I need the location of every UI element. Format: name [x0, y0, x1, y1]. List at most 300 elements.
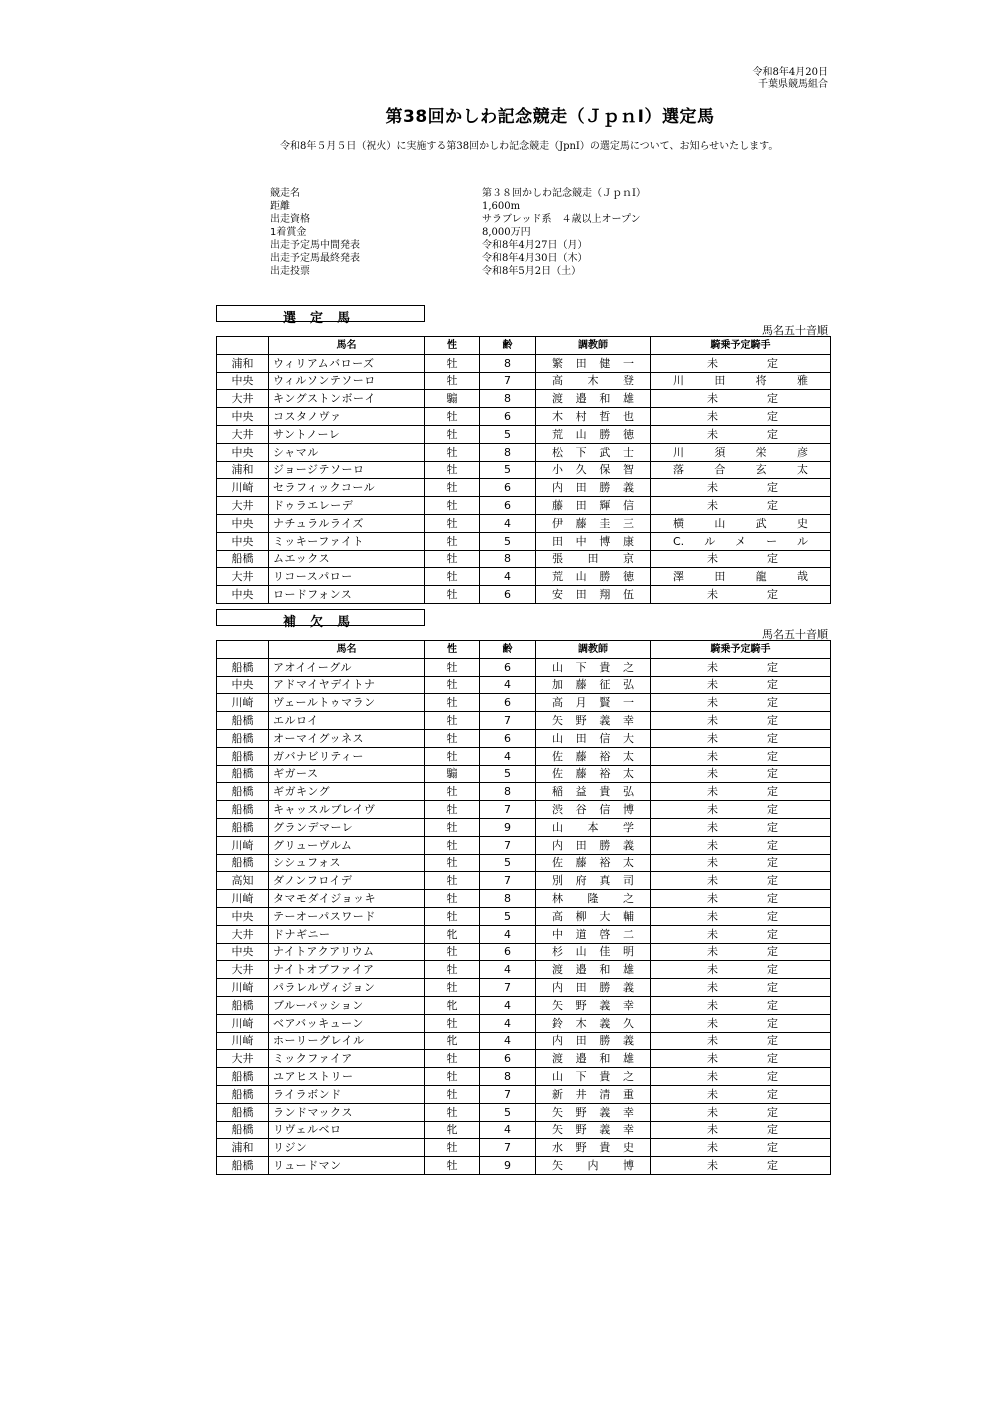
cell-sex: 牡: [425, 1068, 480, 1086]
cell-name: リコースパロー: [269, 568, 425, 586]
table-row: [217, 836, 831, 854]
cell-age: 8: [480, 443, 536, 461]
cell-name: リュードマン: [269, 1157, 425, 1175]
cell-trainer: 新井清重: [536, 1085, 651, 1103]
cell-jockey: 未定: [651, 1157, 831, 1175]
info-row: [270, 252, 720, 265]
cell-jockey: 未定: [651, 586, 831, 604]
cell-trainer: 田中博康: [536, 532, 651, 550]
cell-area: 中央: [217, 532, 269, 550]
cell-jockey: 未定: [651, 907, 831, 925]
info-value: 令和8年5月2日（土）: [482, 266, 582, 277]
table-row: [217, 532, 831, 550]
cell-name: グランデマーレ: [269, 818, 425, 836]
cell-trainer: 矢野義幸: [536, 1103, 651, 1121]
table-row: [217, 872, 831, 890]
table-row: [217, 854, 831, 872]
issuing-organization: 千葉県競馬組合: [758, 79, 828, 90]
cell-name: ミッキーファイト: [269, 532, 425, 550]
cell-area: 高知: [217, 872, 269, 890]
column-header-jockey: 騎乗予定騎手: [651, 641, 831, 659]
cell-area: 船橋: [217, 1085, 269, 1103]
cell-jockey: C.ルメール: [651, 532, 831, 550]
table-row: [217, 479, 831, 497]
info-row: [270, 213, 720, 226]
cell-trainer: 藤田輝信: [536, 497, 651, 515]
cell-area: 川崎: [217, 1032, 269, 1050]
cell-trainer: 山下貴之: [536, 658, 651, 676]
cell-sex: 牡: [425, 907, 480, 925]
info-value: 1,600m: [482, 201, 521, 212]
cell-sex: 牡: [425, 408, 480, 426]
cell-age: 8: [480, 354, 536, 372]
reserve-horses-table: [216, 640, 831, 1175]
cell-trainer: 山本学: [536, 818, 651, 836]
table-row: [217, 425, 831, 443]
cell-age: 7: [480, 872, 536, 890]
cell-age: 4: [480, 514, 536, 532]
reserve-heading: 補欠馬: [283, 615, 365, 630]
cell-area: 中央: [217, 676, 269, 694]
cell-trainer: 高柳大輔: [536, 907, 651, 925]
cell-area: 船橋: [217, 1068, 269, 1086]
cell-name: ムエックス: [269, 550, 425, 568]
cell-name: ブルーパッション: [269, 996, 425, 1014]
cell-jockey: 未定: [651, 1139, 831, 1157]
info-row: [270, 239, 720, 252]
cell-jockey: 未定: [651, 979, 831, 997]
info-label: 距離: [270, 201, 290, 212]
cell-trainer: 別府真司: [536, 872, 651, 890]
cell-sex: 牡: [425, 1085, 480, 1103]
cell-age: 5: [480, 907, 536, 925]
cell-trainer: 矢内博: [536, 1157, 651, 1175]
cell-age: 5: [480, 854, 536, 872]
cell-sex: 牡: [425, 658, 480, 676]
cell-name: キングストンボーイ: [269, 390, 425, 408]
cell-name: ギガキング: [269, 783, 425, 801]
cell-sex: 牝: [425, 996, 480, 1014]
cell-name: コスタノヴァ: [269, 408, 425, 426]
table-row: [217, 1032, 831, 1050]
cell-trainer: 矢野義幸: [536, 1121, 651, 1139]
cell-area: 中央: [217, 514, 269, 532]
info-label: 出走予定馬最終発表: [270, 253, 360, 264]
table-row: [217, 979, 831, 997]
table-row: [217, 925, 831, 943]
cell-jockey: 未定: [651, 550, 831, 568]
reserve-sort-note: 馬名五十音順: [762, 628, 828, 641]
cell-sex: 牡: [425, 747, 480, 765]
cell-area: 船橋: [217, 818, 269, 836]
cell-jockey: 川田将雅: [651, 372, 831, 390]
intro-text: 令和8年５月５日（祝火）に実施する第38回かしわ記念競走（JpnⅠ）の選定馬について、お知らせいたします。: [280, 141, 779, 152]
cell-sex: 牡: [425, 872, 480, 890]
cell-name: リジン: [269, 1139, 425, 1157]
column-header-name: 馬名: [269, 641, 425, 659]
cell-area: 中央: [217, 443, 269, 461]
cell-trainer: 林隆之: [536, 890, 651, 908]
cell-area: 中央: [217, 943, 269, 961]
cell-sex: 牡: [425, 443, 480, 461]
cell-age: 4: [480, 961, 536, 979]
cell-trainer: 加藤征弘: [536, 676, 651, 694]
cell-trainer: 山下貴之: [536, 1068, 651, 1086]
cell-sex: 牡: [425, 712, 480, 730]
table-row: [217, 961, 831, 979]
cell-sex: 牝: [425, 1032, 480, 1050]
cell-sex: 牡: [425, 979, 480, 997]
cell-jockey: 未定: [651, 925, 831, 943]
cell-trainer: 渡邉和雄: [536, 1050, 651, 1068]
cell-jockey: 未定: [651, 425, 831, 443]
table-row: [217, 658, 831, 676]
selected-sort-note: 馬名五十音順: [762, 324, 828, 337]
cell-trainer: 伊藤圭三: [536, 514, 651, 532]
cell-trainer: 小久保智: [536, 461, 651, 479]
cell-name: ナイトアクアリウム: [269, 943, 425, 961]
cell-trainer: 鈴木義久: [536, 1014, 651, 1032]
cell-jockey: 未定: [651, 479, 831, 497]
cell-age: 7: [480, 836, 536, 854]
cell-jockey: 未定: [651, 408, 831, 426]
cell-name: ギガース: [269, 765, 425, 783]
cell-age: 8: [480, 890, 536, 908]
column-header-trainer: 調教師: [536, 641, 651, 659]
cell-area: 浦和: [217, 461, 269, 479]
cell-trainer: 山田信大: [536, 729, 651, 747]
cell-jockey: 未定: [651, 818, 831, 836]
cell-jockey: 未定: [651, 1050, 831, 1068]
cell-sex: 牡: [425, 1139, 480, 1157]
cell-sex: 騸: [425, 765, 480, 783]
cell-name: ベアバッキューン: [269, 1014, 425, 1032]
cell-name: ドナギニー: [269, 925, 425, 943]
cell-name: アドマイヤデイトナ: [269, 676, 425, 694]
cell-jockey: 未定: [651, 1068, 831, 1086]
cell-area: 大井: [217, 925, 269, 943]
info-value: サラブレッド系 ４歳以上オープン: [482, 214, 641, 225]
cell-name: リヴェルベロ: [269, 1121, 425, 1139]
cell-age: 9: [480, 818, 536, 836]
cell-age: 6: [480, 479, 536, 497]
column-header-jockey: 騎乗予定騎手: [651, 337, 831, 355]
cell-name: ダノンフロイデ: [269, 872, 425, 890]
table-row: [217, 1085, 831, 1103]
info-value: 令和8年4月30日（木）: [482, 253, 588, 264]
table-row: [217, 943, 831, 961]
cell-sex: 牡: [425, 372, 480, 390]
cell-name: ユアヒストリー: [269, 1068, 425, 1086]
cell-sex: 牝: [425, 1121, 480, 1139]
cell-name: ガバナビリティー: [269, 747, 425, 765]
cell-area: 中央: [217, 907, 269, 925]
info-value: 令和8年4月27日（月）: [482, 240, 588, 251]
cell-sex: 牡: [425, 890, 480, 908]
cell-trainer: 荒山勝徳: [536, 425, 651, 443]
cell-sex: 牡: [425, 801, 480, 819]
cell-trainer: 渡邉和雄: [536, 961, 651, 979]
cell-age: 7: [480, 801, 536, 819]
cell-age: 6: [480, 1050, 536, 1068]
cell-age: 4: [480, 1014, 536, 1032]
cell-jockey: 未定: [651, 676, 831, 694]
cell-name: ウィリアムバローズ: [269, 354, 425, 372]
cell-name: ライラボンド: [269, 1085, 425, 1103]
table-row: [217, 1121, 831, 1139]
cell-age: 7: [480, 712, 536, 730]
cell-trainer: 矢野義幸: [536, 996, 651, 1014]
cell-name: ロードフォンス: [269, 586, 425, 604]
cell-sex: 騸: [425, 390, 480, 408]
cell-trainer: 繁田健一: [536, 354, 651, 372]
cell-age: 9: [480, 1157, 536, 1175]
cell-jockey: 未定: [651, 1103, 831, 1121]
column-header-name: 馬名: [269, 337, 425, 355]
info-row: [270, 265, 720, 278]
cell-name: ナチュラルライズ: [269, 514, 425, 532]
intro-paragraph: [270, 140, 790, 153]
cell-area: 浦和: [217, 1139, 269, 1157]
cell-jockey: 未定: [651, 996, 831, 1014]
table-row: [217, 765, 831, 783]
cell-name: グリューヴルム: [269, 836, 425, 854]
cell-trainer: 佐藤裕太: [536, 854, 651, 872]
cell-sex: 牡: [425, 836, 480, 854]
cell-jockey: 未定: [651, 658, 831, 676]
cell-jockey: 未定: [651, 783, 831, 801]
cell-age: 7: [480, 1085, 536, 1103]
cell-area: 中央: [217, 372, 269, 390]
cell-area: 大井: [217, 425, 269, 443]
cell-age: 5: [480, 765, 536, 783]
table-row: [217, 712, 831, 730]
cell-jockey: 未定: [651, 1121, 831, 1139]
cell-jockey: 未定: [651, 961, 831, 979]
cell-trainer: 張田京: [536, 550, 651, 568]
column-header-sex: 性: [425, 337, 480, 355]
reserve-heading-box: [216, 609, 425, 630]
cell-sex: 牡: [425, 943, 480, 961]
cell-sex: 牡: [425, 532, 480, 550]
info-label: 出走投票: [270, 266, 310, 277]
cell-sex: 牡: [425, 550, 480, 568]
cell-sex: 牡: [425, 461, 480, 479]
cell-sex: 牡: [425, 479, 480, 497]
cell-age: 4: [480, 996, 536, 1014]
cell-trainer: 木村哲也: [536, 408, 651, 426]
cell-trainer: 安田翔伍: [536, 586, 651, 604]
cell-jockey: 未定: [651, 872, 831, 890]
cell-trainer: 稲益貴弘: [536, 783, 651, 801]
cell-sex: 牡: [425, 354, 480, 372]
cell-age: 5: [480, 532, 536, 550]
cell-sex: 牡: [425, 1050, 480, 1068]
cell-jockey: 未定: [651, 390, 831, 408]
cell-age: 4: [480, 1032, 536, 1050]
document-header: [753, 67, 828, 91]
cell-age: 6: [480, 943, 536, 961]
table-row: [217, 729, 831, 747]
cell-name: ヴェールトゥマラン: [269, 694, 425, 712]
table-row: [217, 372, 831, 390]
cell-jockey: 未定: [651, 1085, 831, 1103]
cell-area: 船橋: [217, 1103, 269, 1121]
info-value: 第３８回かしわ記念競走（ＪｐｎⅠ）: [482, 188, 646, 199]
column-header-trainer: 調教師: [536, 337, 651, 355]
cell-age: 8: [480, 390, 536, 408]
table-row: [217, 783, 831, 801]
cell-age: 8: [480, 550, 536, 568]
cell-area: 中央: [217, 586, 269, 604]
cell-jockey: 未定: [651, 854, 831, 872]
table-row: [217, 1050, 831, 1068]
cell-trainer: 内田勝義: [536, 1032, 651, 1050]
info-label: 出走資格: [270, 214, 310, 225]
info-row: [270, 187, 720, 200]
race-info: [270, 187, 720, 278]
cell-jockey: 未定: [651, 1032, 831, 1050]
cell-name: ジョージテソーロ: [269, 461, 425, 479]
cell-trainer: 高月賢一: [536, 694, 651, 712]
cell-trainer: 内田勝義: [536, 979, 651, 997]
cell-jockey: 未定: [651, 890, 831, 908]
cell-area: 中央: [217, 408, 269, 426]
table-header-row: [217, 641, 831, 659]
cell-trainer: 内田勝義: [536, 836, 651, 854]
cell-area: 大井: [217, 961, 269, 979]
cell-age: 4: [480, 676, 536, 694]
column-header-age: 齢: [480, 641, 536, 659]
cell-sex: 牡: [425, 694, 480, 712]
cell-name: ホーリーグレイル: [269, 1032, 425, 1050]
info-row: [270, 226, 720, 239]
cell-trainer: 渡邉和雄: [536, 390, 651, 408]
info-value: 8,000万円: [482, 227, 531, 238]
cell-sex: 牡: [425, 497, 480, 515]
cell-area: 船橋: [217, 801, 269, 819]
cell-age: 7: [480, 1139, 536, 1157]
table-row: [217, 390, 831, 408]
cell-area: 浦和: [217, 354, 269, 372]
cell-jockey: 落合玄太: [651, 461, 831, 479]
cell-trainer: 杉山佳明: [536, 943, 651, 961]
table-row: [217, 818, 831, 836]
cell-age: 8: [480, 783, 536, 801]
table-row: [217, 408, 831, 426]
cell-name: アオイイーグル: [269, 658, 425, 676]
info-label: 出走予定馬中間発表: [270, 240, 360, 251]
selected-horses-table: [216, 336, 831, 604]
cell-sex: 牡: [425, 818, 480, 836]
cell-area: 船橋: [217, 729, 269, 747]
cell-name: シャマル: [269, 443, 425, 461]
table-row: [217, 890, 831, 908]
cell-age: 5: [480, 1103, 536, 1121]
cell-sex: 牡: [425, 514, 480, 532]
cell-trainer: 高木登: [536, 372, 651, 390]
cell-trainer: 中道啓二: [536, 925, 651, 943]
cell-age: 5: [480, 461, 536, 479]
table-row: [217, 694, 831, 712]
cell-name: キャッスルブレイヴ: [269, 801, 425, 819]
cell-jockey: 未定: [651, 765, 831, 783]
cell-area: 船橋: [217, 996, 269, 1014]
cell-name: セラフィックコール: [269, 479, 425, 497]
table-row: [217, 1103, 831, 1121]
table-row: [217, 586, 831, 604]
cell-name: ドゥラエレーデ: [269, 497, 425, 515]
column-header-age: 齢: [480, 337, 536, 355]
cell-area: 船橋: [217, 1121, 269, 1139]
cell-age: 6: [480, 586, 536, 604]
cell-sex: 牡: [425, 1014, 480, 1032]
cell-area: 川崎: [217, 479, 269, 497]
column-header-sex: 性: [425, 641, 480, 659]
cell-sex: 牡: [425, 729, 480, 747]
cell-name: ナイトオブファイア: [269, 961, 425, 979]
cell-age: 4: [480, 1121, 536, 1139]
cell-sex: 牡: [425, 854, 480, 872]
cell-jockey: 未定: [651, 354, 831, 372]
cell-jockey: 未定: [651, 747, 831, 765]
cell-jockey: 川須栄彦: [651, 443, 831, 461]
cell-area: 船橋: [217, 550, 269, 568]
table-row: [217, 550, 831, 568]
cell-area: 大井: [217, 1050, 269, 1068]
cell-area: 川崎: [217, 836, 269, 854]
cell-area: 大井: [217, 497, 269, 515]
cell-sex: 牡: [425, 568, 480, 586]
issue-date: 令和8年4月20日: [752, 67, 828, 78]
cell-jockey: 未定: [651, 943, 831, 961]
table-row: [217, 801, 831, 819]
cell-name: タマモダイジョッキ: [269, 890, 425, 908]
table-row: [217, 907, 831, 925]
table-row: [217, 1014, 831, 1032]
table-row: [217, 1157, 831, 1175]
cell-area: 川崎: [217, 1014, 269, 1032]
cell-jockey: 未定: [651, 497, 831, 515]
info-row: [270, 200, 720, 213]
cell-age: 7: [480, 372, 536, 390]
table-row: [217, 568, 831, 586]
cell-age: 4: [480, 925, 536, 943]
cell-area: 川崎: [217, 694, 269, 712]
cell-trainer: 渋谷信博: [536, 801, 651, 819]
cell-trainer: 佐藤裕太: [536, 765, 651, 783]
cell-trainer: 水野貴史: [536, 1139, 651, 1157]
cell-age: 6: [480, 694, 536, 712]
cell-sex: 牡: [425, 1103, 480, 1121]
table-row: [217, 676, 831, 694]
cell-sex: 牡: [425, 586, 480, 604]
table-row: [217, 514, 831, 532]
table-row: [217, 996, 831, 1014]
cell-area: 大井: [217, 390, 269, 408]
cell-age: 7: [480, 979, 536, 997]
cell-sex: 牡: [425, 425, 480, 443]
cell-name: シシュフォス: [269, 854, 425, 872]
table-header-row: [217, 337, 831, 355]
cell-age: 6: [480, 729, 536, 747]
cell-jockey: 未定: [651, 694, 831, 712]
cell-trainer: 内田勝義: [536, 479, 651, 497]
cell-sex: 牡: [425, 676, 480, 694]
cell-name: テーオーパスワード: [269, 907, 425, 925]
cell-age: 5: [480, 425, 536, 443]
cell-name: パラレルヴィジョン: [269, 979, 425, 997]
